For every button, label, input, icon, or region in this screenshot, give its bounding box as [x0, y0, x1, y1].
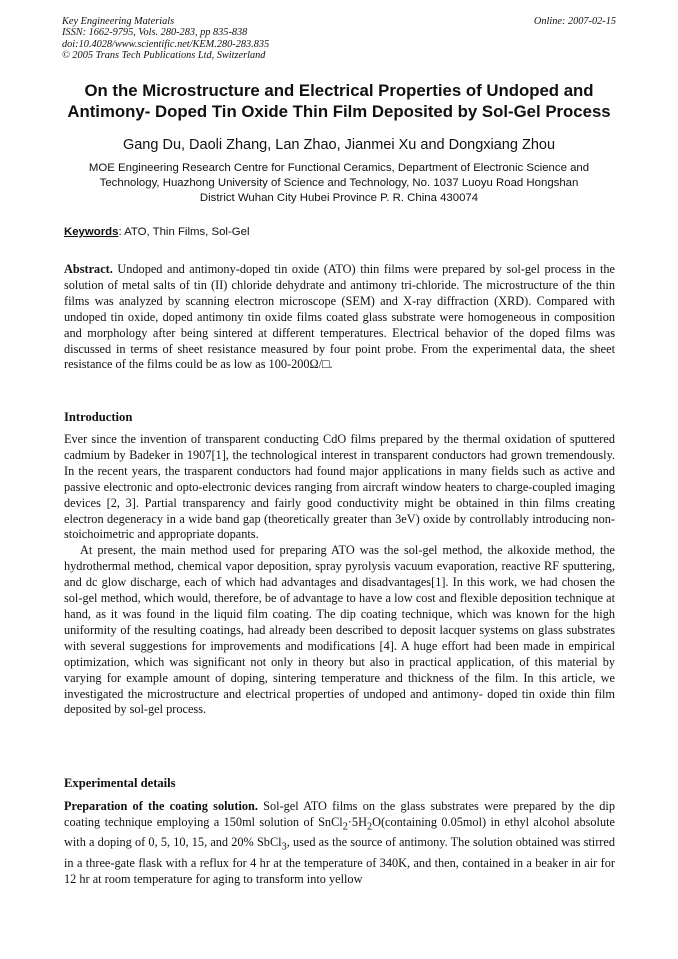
prep-subscript-1: 2 — [342, 821, 348, 833]
online-date: Online: 2007-02-15 — [533, 16, 616, 27]
copyright-line: © 2005 Trans Tech Publications Ltd, Switzerland — [62, 49, 266, 61]
prep-text-1: Sol-gel ATO films on the glass substrates were prepared by the dip coating technique employing a 150ml solution of SnCl — [64, 799, 615, 829]
prep-subscript-3: 3 — [281, 841, 287, 853]
prep-text-4: , used as the source of antimony. The solution obtained was stirred in a three-gate flask with a reflux for 4 hr at the temperature of 340K, and then, contained in a beaker in air for 12 hr at room temperature for aging to transform into yellow — [64, 835, 615, 886]
keywords-label: Keywords — [64, 226, 119, 238]
title-line-2: Antimony- Doped Tin Oxide Thin Film Deposited by Sol-Gel Process — [67, 102, 611, 121]
intro-paragraph-1: Ever since the invention of transparent conducting CdO films prepared by the thermal oxidation of sputtered cadmium by Badeker in 1907[1], the technological interest in transparent conductors had grown tremendously. In the recent years, the trasparent conductors had found major applications in many fields such as active and passive electronic and opto-electronic devices ranging from aircraft window heaters to charge-coupled imaging devices [2, 3]. Partial transparency and fairly good conductivity might be obtained in thin films creating electron degeneracy in a wide band gap (theoretically greater than 3eV) oxide by controllably introducing non-stoichoimetric and appropriate dopants. — [64, 432, 615, 542]
affiliation — [56, 161, 622, 207]
issn-line: ISSN: 1662-9795, Vols. 280-283, pp 835-838 — [62, 27, 248, 39]
journal-header — [62, 16, 616, 61]
abstract-label: Abstract. — [64, 262, 113, 276]
doi-line: doi:10.4028/www.scientific.net/KEM.280-283.835 — [62, 38, 270, 50]
introduction-body — [64, 432, 615, 718]
keywords-text: : ATO, Thin Films, Sol-Gel — [118, 226, 250, 238]
keywords — [64, 225, 618, 239]
title-line-1: On the Microstructure and Electrical Properties of Undoped and — [84, 81, 594, 100]
paper-title — [40, 80, 638, 122]
affiliation-line-1: MOE Engineering Research Centre for Functional Ceramics, Department of Electronic Science and — [88, 162, 590, 174]
prep-subscript-2: 2 — [366, 821, 373, 833]
affiliation-line-3: District Wuhan City Hubei Province P. R. China 430074 — [199, 192, 479, 205]
intro-paragraph-2: At present, the main method used for preparing ATO was the sol-gel method, the alkoxide method, the hydrothermal method, chemical vapor deposition, spray pyrolysis vacuum evaporation, reactive RF sputtering, and dc glow discharge, each of which had advantages and disadvantages[1]. In this work, we had chosen the sol-gel method, which would, therefore, be of advantage to have a low cost and flexible deposition technique at hand, as it was found in the liquid film coating. The dip coating technique, which was known for the high uniformity of the resulting coatings, had already been described to deposit lacquer systems on glass substrates with several suggestions for improvements and modifications [4]. A huge effort had been made in empirical optimization, which was significant not only in theory but also in practical application, of this material by varying for example amount of doping, sintering temperature and thickness of the film. In this article, we investigated the microstructure and electrical properties of undoped and antimony- doped tin oxide thin film deposited by sol-gel process. — [64, 543, 615, 717]
introduction-heading: Introduction — [64, 410, 133, 424]
preparation-label: Preparation of the coating solution. — [64, 799, 258, 813]
author-list: Gang Du, Daoli Zhang, Lan Zhao, Jianmei Xu and Dongxiang Zhou — [122, 137, 556, 153]
abstract — [64, 262, 615, 373]
affiliation-line-2: Technology, Huazhong University of Science and Technology, No. 1037 Luoyu Road Hongshan — [99, 177, 579, 190]
experimental-heading: Experimental details — [64, 776, 176, 790]
prep-text-3: O(containing 0.05mol) in ethyl alcohol absolute with a doping of 0, 5, 10, 15, and 20% SbCl — [64, 814, 615, 850]
journal-name: Key Engineering Materials — [62, 16, 175, 27]
abstract-text: Undoped and antimony-doped tin oxide (ATO) thin films were prepared by sol-gel process in the solution of metal salts of tin (II) chloride dehydrate and antimony tri-chloride. The microstructure of the thin films was analyzed by scanning electron microscope (SEM) and X-ray diffraction (XRD). Compared with undoped tin oxide, doped antimony tin oxide films coated glass substrate were homogeneous in composition and morphology after being sintered at different temperatures. Electrical behavior of the doped films was discussed in terms of sheet resistance measured by four point probe. From the experimental data, the sheet resistance of the films could be as low as 100-200Ω/□. — [64, 262, 615, 372]
prep-text-2: ·5H — [347, 814, 367, 829]
preparation-paragraph — [64, 799, 615, 887]
